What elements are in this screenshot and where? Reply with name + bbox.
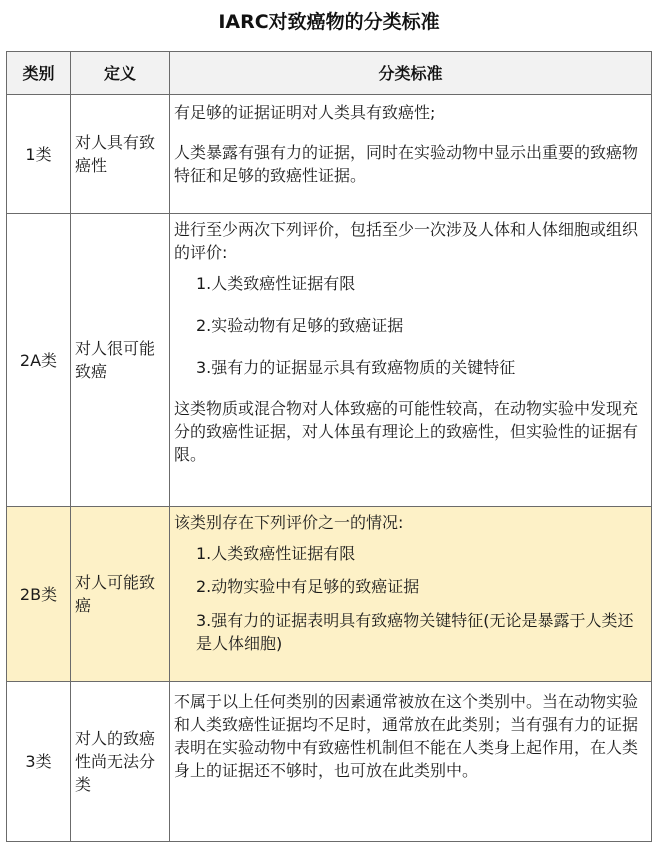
criteria-paragraph: 不属于以上任何类别的因素通常被放在这个类别中。当在动物实验和人类致癌性证据均不足时，通常放在此类别；当有强有力的证据表明在实验动物中有致癌性机制但不能在人类身上起作用，在人类身上的证据还不够时，也可放在此类别中。 (174, 692, 639, 780)
criteria-intro: 该类别存在下列评价之一的情况: (174, 513, 404, 532)
criteria-list-item: 1.人类致癌性证据有限 (196, 544, 356, 563)
criteria-cell (170, 214, 652, 507)
criteria-paragraph: 人类暴露有强有力的证据，同时在实验动物中显示出重要的致癌物特征和足够的致癌性证据。 (174, 143, 639, 185)
criteria-cell (170, 682, 652, 842)
column-header-definition: 定义 (71, 52, 170, 95)
category-cell: 1类 (7, 95, 71, 214)
definition-cell: 对人具有致癌性 (71, 95, 170, 214)
criteria-intro: 进行至少两次下列评价，包括至少一次涉及人体和人体细胞或组织的评价: (174, 220, 639, 262)
definition-cell: 对人很可能致癌 (71, 214, 170, 507)
criteria-cell (170, 507, 652, 682)
criteria-list-item: 3.强有力的证据显示具有致癌物质的关键特征 (196, 358, 516, 377)
criteria-list-item: 2.实验动物有足够的致癌证据 (196, 316, 404, 335)
category-cell: 2A类 (7, 214, 71, 507)
criteria-list-item: 1.人类致癌性证据有限 (196, 274, 356, 293)
criteria-paragraph: 有足够的证据证明对人类具有致癌性; (174, 103, 436, 122)
column-header-category: 类别 (7, 52, 71, 95)
column-header-criteria: 分类标准 (170, 52, 652, 95)
table-row (7, 214, 652, 507)
criteria-list-item: 3.强有力的证据表明具有致癌物关键特征(无论是暴露于人类还是人体细胞) (196, 611, 634, 653)
criteria-cell (170, 95, 652, 214)
criteria-list-item: 2.动物实验中有足够的致癌证据 (196, 577, 420, 596)
category-cell: 2B类 (7, 507, 71, 682)
classification-table (6, 51, 652, 842)
table-row-highlighted (7, 507, 652, 682)
page-title: IARC对致癌物的分类标准 (218, 11, 440, 33)
definition-cell: 对人可能致癌 (71, 507, 170, 682)
table-header-row (7, 52, 652, 95)
category-cell: 3类 (7, 682, 71, 842)
criteria-note: 这类物质或混合物对人体致癌的可能性较高，在动物实验中发现充分的致癌性证据，对人体虽有理论上的致癌性，但实验性的证据有限。 (174, 399, 639, 464)
table-row (7, 682, 652, 842)
table-row (7, 95, 652, 214)
definition-cell: 对人的致癌性尚无法分类 (71, 682, 170, 842)
